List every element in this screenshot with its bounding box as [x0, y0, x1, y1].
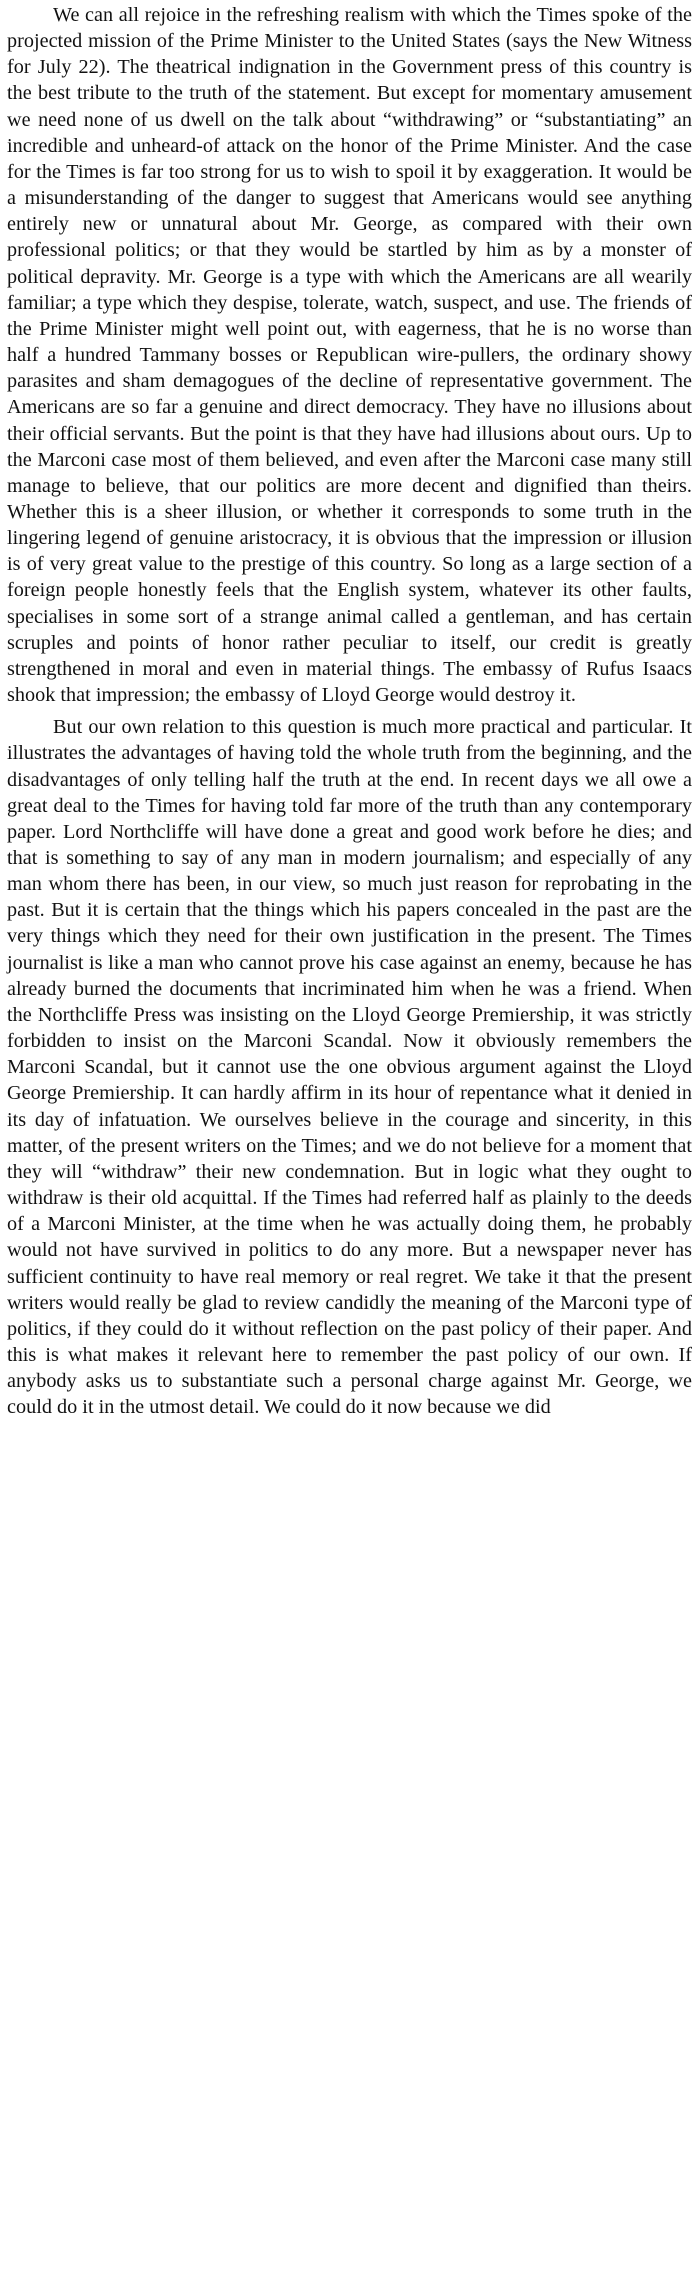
article-paragraph-1: We can all rejoice in the refreshing realism with which the Times spoke of the projected mission of the Prime Minister to the United States (says the New Witness for July 22). The theatrical indignation in the Government press of this country is the best tribute to the truth of the statement. But except for momentary amusement we need none of us dwell on the talk about “withdrawing” or “substantiating” an incredible and unheard-of attack on the honor of the Prime Minister. And the case for the Times is far too strong for us to wish to spoil it by exaggeration. It would be a misunderstanding of the danger to suggest that Americans would see anything entirely new or unnatural about Mr. George, as compared with their own professional politics; or that they would be startled by him as by a monster of political depravity. Mr. George is a type with which the Americans are all wearily familiar; a type which they despise, tolerate, watch, suspect, and use. The friends of the Prime Minister might well point out, with eagerness, that he is no worse than half a hundred Tammany bosses or Republican wire-pullers, the ordinary showy parasites and sham demagogues of the decline of representative government. The Americans are so far a genuine and direct democracy. They have no illusions about their official servants. But the point is that they have had illusions about ours. Up to the Marconi case most of them believed, and even after the Marconi case many still manage to believe, that our politics are more decent and dignified than theirs. Whether this is a sheer illusion, or whether it corresponds to some truth in the lingering legend of genuine aristocracy, it is obvious that the impression or illusion is of very great value to the prestige of this country. So long as a large section of a foreign people honestly feels that the English system, whatever its other faults, specialises in some sort of a strange animal called a gentleman, and has certain scruples and points of honor rather peculiar to itself, our credit is greatly strengthened in moral and even in material things. The embassy of Rufus Isaacs shook that impression; the embassy of Lloyd George would destroy it.	[7, 4, 692, 707]
article-paragraph-2: But our own relation to this question is much more practical and particular. It illustrates the advantages of having told the whole truth from the beginning, and the disadvantages of only telling half the truth at the end. In recent days we all owe a great deal to the Times for having told far more of the truth than any contemporary paper. Lord Northcliffe will have done a great and good work before he dies; and that is something to say of any man in modern journalism; and especially of any man whom there has been, in our view, so much just reason for reprobating in the past. But it is certain that the things which his papers concealed in the past are the very things which they need for their own justification in the present. The Times journalist is like a man who cannot prove his case against an enemy, because he has already burned the documents that incriminated him when he was a friend. When the Northcliffe Press was insisting on the Lloyd George Premiership, it was strictly forbidden to insist on the Marconi Scandal. Now it obviously remembers the Marconi Scandal, but it cannot use the one obvious argument against the Lloyd George Premiership. It can hardly affirm in its hour of repentance what it denied in its day of infatuation. We ourselves believe in the courage and sincerity, in this matter, of the present writers on the Times; and we do not believe for a moment that they will “withdraw” their new condemnation. But in logic what they ought to withdraw is their old acquittal. If the Times had referred half as plainly to the deeds of a Marconi Minister, at the time when he was actually doing them, he probably would not have survived in politics to do any more. But a newspaper never has sufficient continuity to have real memory or real regret. We take it that the present writers would really be glad to review candidly the meaning of the Marconi type of politics, if they could do it without reflection on the past policy of their paper. And this is what makes it relevant here to remember the past policy of our own. If anybody asks us to substantiate such a personal charge against Mr. George, we could do it in the utmost detail. We could do it now because we did	[7, 716, 692, 1419]
